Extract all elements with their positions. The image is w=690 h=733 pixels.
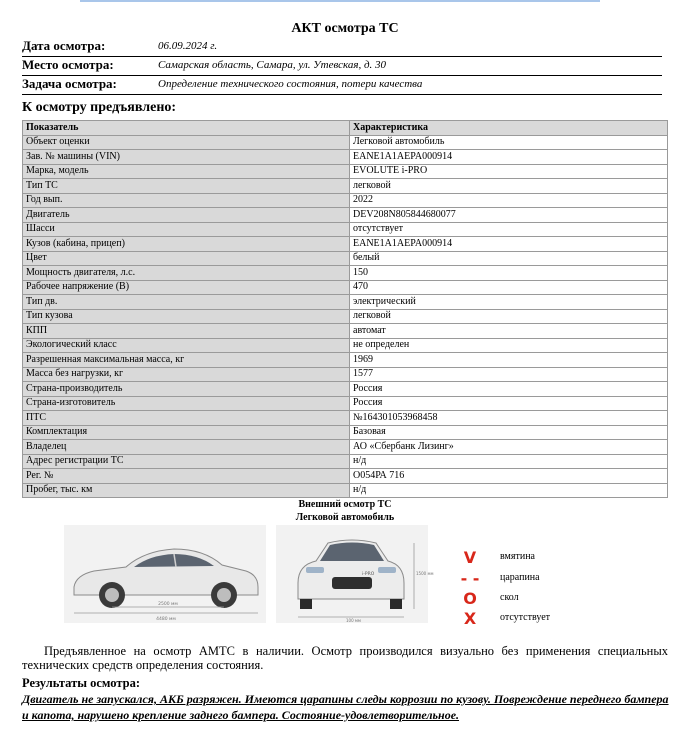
results-label: Результаты осмотра: [22,676,140,690]
table-row [23,266,668,281]
parameter-cell: Зав. № машины (VIN) [23,150,350,165]
table-row [23,324,668,339]
table-row [23,425,668,440]
meta-value: 06.09.2024 г. [158,40,218,52]
parameter-cell: Рег. № [23,469,350,484]
table-row [23,396,668,411]
table-row [23,454,668,469]
table-header-row [23,121,668,136]
table-row [23,251,668,266]
parameter-cell: Владелец [23,440,350,455]
dim-label: 2500 мм [158,602,178,607]
parameter-cell: ПТС [23,411,350,426]
value-cell: белый [350,251,668,266]
parameter-cell: Двигатель [23,208,350,223]
parameter-cell: Шасси [23,222,350,237]
dent-icon: V [463,548,477,567]
table-row [23,135,668,150]
table-body [23,135,668,498]
dim-label: 1500 мм [416,571,434,576]
value-cell: №164301053968458 [350,411,668,426]
value-cell: 2022 [350,193,668,208]
table-row [23,164,668,179]
table-row [23,237,668,252]
value-cell: н/д [350,483,668,498]
vehicle-spec-table [22,120,668,498]
parameter-cell: Экологический класс [23,338,350,353]
parameter-cell: Страна-производитель [23,382,350,397]
column-header-parameter: Показатель [23,121,350,136]
parameter-cell: Марка, модель [23,164,350,179]
table-row [23,382,668,397]
dim-label: 100 мм [346,618,361,623]
table-row [23,222,668,237]
value-cell: 1577 [350,367,668,382]
parameter-cell: Кузов (кабина, прицеп) [23,237,350,252]
missing-icon: X [463,609,477,628]
legend-label: скол [500,592,519,603]
value-cell: автомат [350,324,668,339]
parameter-cell: Объект оценки [23,135,350,150]
exterior-title-block [0,498,690,524]
results-text: Двигатель не запускался, АКБ разряжен. Имеются царапины следы коррозии по кузову. Повреждение переднего бампера и капота, нарушено крепление заднего бампера. Состояние-удовлетворительное. [22,692,669,722]
meta-label: Место осмотра: [22,57,114,72]
table-row [23,295,668,310]
table-row [23,353,668,368]
document-title: АКТ осмотра ТС [291,21,399,36]
legend-label: вмятина [500,551,535,562]
value-cell: 1969 [350,353,668,368]
table-row [23,469,668,484]
meta-label: Задача осмотра: [22,76,117,91]
value-cell: отсутствует [350,222,668,237]
parameter-cell: КПП [23,324,350,339]
value-cell: DEV208N805844680077 [350,208,668,223]
value-cell: н/д [350,454,668,469]
table-row [23,208,668,223]
value-cell: АО «Сбербанк Лизинг» [350,440,668,455]
parameter-cell: Масса без нагрузки, кг [23,367,350,382]
parameter-cell: Рабочее напряжение (В) [23,280,350,295]
header-accent-line [80,0,600,2]
table-row [23,483,668,498]
value-cell: Россия [350,382,668,397]
car-badge: i-PRO [362,572,375,577]
car-side-illustration [64,525,266,623]
car-front-view [276,525,434,623]
table-row [23,150,668,165]
parameter-cell: Год вып. [23,193,350,208]
chip-icon: O [463,589,477,608]
value-cell: EANE1A1AEPA000914 [350,237,668,252]
table-row [23,309,668,324]
table-row [23,338,668,353]
section-title: К осмотру предъявлено: [22,100,177,115]
value-cell: не определен [350,338,668,353]
value-cell: 150 [350,266,668,281]
dim-label: 4480 мм [156,617,176,622]
meta-value: Самарская область, Самара, ул. Утевская, д. 30 [158,59,387,71]
car-side-view [64,525,266,623]
scratch-icon: - - [460,569,480,588]
exterior-title: Внешний осмотр ТС [298,499,392,510]
value-cell: EVOLUTE i-PRO [350,164,668,179]
car-front-illustration [276,525,434,623]
value-cell: О054РА 716 [350,469,668,484]
table-row [23,280,668,295]
parameter-cell: Разрешенная максимальная масса, кг [23,353,350,368]
table-row [23,193,668,208]
column-header-value: Характеристика [350,121,668,136]
value-cell: 470 [350,280,668,295]
value-cell: Легковой автомобиль [350,135,668,150]
parameter-cell: Цвет [23,251,350,266]
meta-value: Определение технического состояния, потери качества [158,78,423,90]
table-row [23,367,668,382]
parameter-cell: Тип дв. [23,295,350,310]
value-cell: легковой [350,309,668,324]
table-row [23,411,668,426]
meta-row-task [22,76,662,95]
parameter-cell: Тип ТС [23,179,350,194]
parameter-cell: Адрес регистрации ТС [23,454,350,469]
inspection-paragraph: Предъявленное на осмотр АМТС в наличии. Осмотр производился визуально без применения специальных технических средств определения состояния. [22,644,668,672]
parameter-cell: Тип кузова [23,309,350,324]
meta-row-date [22,38,662,57]
table-row [23,440,668,455]
value-cell: Россия [350,396,668,411]
parameter-cell: Страна-изготовитель [23,396,350,411]
parameter-cell: Пробег, тыс. км [23,483,350,498]
exterior-subtitle: Легковой автомобиль [295,512,395,523]
parameter-cell: Комплектация [23,425,350,440]
value-cell: Базовая [350,425,668,440]
legend-label: царапина [500,572,540,583]
value-cell: легковой [350,179,668,194]
legend-label: отсутствует [500,612,551,623]
meta-label: Дата осмотра: [22,38,106,53]
value-cell: электрический [350,295,668,310]
table-row [23,179,668,194]
parameter-cell: Мощность двигателя, л.с. [23,266,350,281]
value-cell: EANE1A1AEPA000914 [350,150,668,165]
meta-row-place [22,57,662,76]
